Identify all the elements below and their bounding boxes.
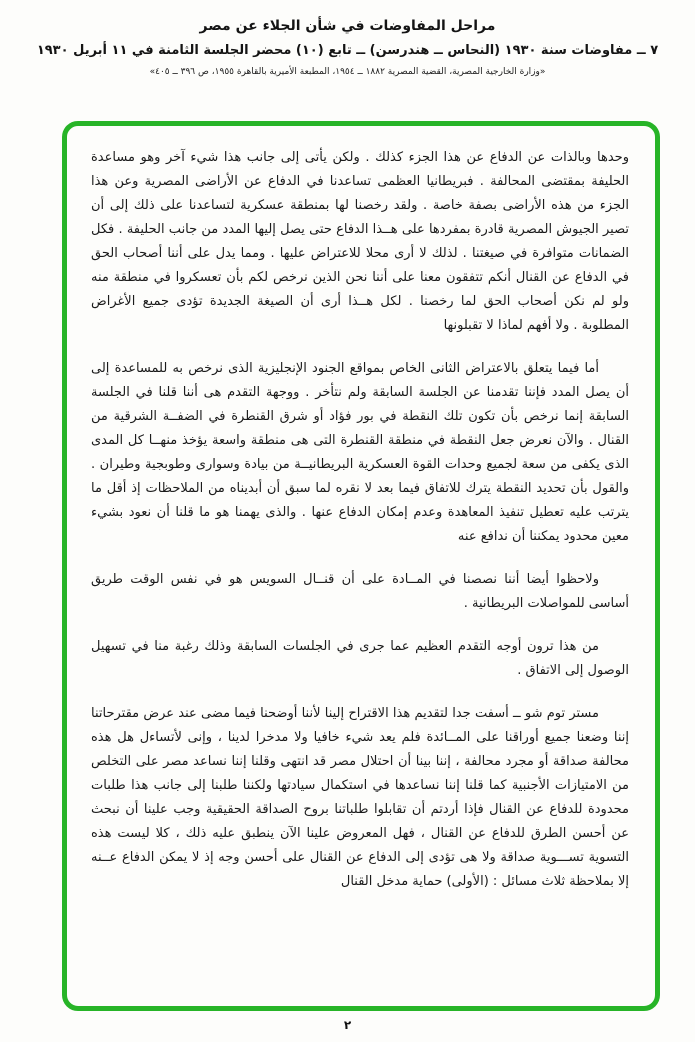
body-paragraph: مستر توم شو ــ أسفت جدا لتقديم هذا الاقتراح إلينا لأننا أوضحنا فيما مضى عند عرض مقترحاتنا إننا وضعنا جميع أوراقنا على المــائدة فلم يعد شيء خافيا ولا مدخرا لدينا ، وإنى لأتساءل هل هذه محالفة صداقة أو مجرد محالفة ، إننا بينا أن احتلال مصر قد انتهى وقلنا إننا نساعد مصر على التخلص من الامتيازات الأجنبية كما قلنا إننا نساعدها في استكمال سيادتها ولكننا طلبنا إلى جانب هذا طلبات محدودة للدفاع عن القنال فإذا أردتم أن تقابلوا طلباتنا بروح الصداقة الحقيقية وجب علينا أن نبحث عن أحسن الطرق للدفاع عن القنال ، فهل المعروض علينا الآن ينطبق عليه ذلك ، كلا ليست هذه التسوية تســـوية صداقة ولا هى تؤدى إلى الدفاع عن القنال على أحسن وجه إذ لا يمكن الدفاع عــنه إلا بملاحظة ثلاث مسائل : (الأولى) حماية مدخل القنال: [91, 706, 629, 889]
page-number: ٢: [343, 1018, 352, 1032]
body-paragraph: من هذا ترون أوجه التقدم العظيم عما جرى في الجلسات السابقة وذلك رغبة منا في تسهيل الوصول إلى الاتفاق .: [91, 639, 629, 678]
body-paragraph: وحدها وبالذات عن الدفاع عن هذا الجزء كذلك . ولكن يأتى إلى جانب هذا شيء آخر وهو مساعدة الحليفة بمقتضى المحالفة . فبريطانيا العظمى تساعدنا في الدفاع عن الأراضى المصرية وعن هذا الجزء من هذه الأراضى بصفة خاصة . ولقد رخصنا لها بمنطقة عسكرية لتساعدنا على ذلك إلى أن تصير الجيوش المصرية قادرة بمفردها على هــذا الدفاع حتى يصل إليها المدد من جانب الحليفة . فكل الضمانات متوافرة في صيغتنا . لذلك لا أرى محلا للاعتراض عليها . ومما يدل على أننا أصحاب الحق في الدفاع عن القنال أنكم تتفقون معنا على أننا نحن الذين نرخص لكم بأن تعسكروا في منطقة منه ولو لم نكن أصحاب الحق لما رخصنا . لكل هــذا أرى أن الصيغة الجديدة تؤدى جميع الأغراض المطلوبة . ولا أفهم لماذا لا تقبلونها: [91, 150, 629, 333]
section-heading: ٧ ــ مفاوضات سنة ١٩٣٠ (النحاس ــ هندرسن) ــ تابع (١٠) محضر الجلسة الثامنة في ١١ أبريل ١٩٣٠: [36, 43, 659, 58]
document-header: [0, 0, 695, 77]
source-citation: «وزارة الخارجية المصرية، القضية المصرية ١٨٨٢ ــ ١٩٥٤، المطبعة الأميرية بالقاهرة ١٩٥٥، ص ٣٩٦ ــ ٤٠٥»: [149, 67, 546, 77]
body-paragraph: ولاحظوا أيضا أننا نصصنا في المــادة على أن قنــال السويس هو في نفس الوقت طريق أساسى للمواصلات البريطانية .: [91, 572, 629, 611]
green-text-frame: [62, 121, 660, 1011]
page-title: مراحل المفاوضات في شأن الجلاء عن مصر: [199, 18, 496, 34]
body-paragraph: أما فيما يتعلق بالاعتراض الثانى الخاص بمواقع الجنود الإنجليزية الذى نرخص به للمساعدة إلى أن يصل المدد فإننا تقدمنا عن الجلسة السابقة ولم نتأخر . ووجهة التقدم هى أننا قلنا في الجلسة السابقة إنما نرخص بأن تكون تلك النقطة في بور فؤاد أو شرق القنطرة في الضفــة الشرقية من القنال . والآن نعرض جعل النقطة في منطقة القنطرة التى هى منطقة واسعة يؤخذ منهــا كل المدى الذى يكفى من سعة لجميع وحدات القوة العسكرية البريطانيــة من بيادة وسوارى وطوبجية وطيران . والقول بأن تحديد النقطة يترك للاتفاق فيما بعد لا نقره لما سبق أن أبديناه من الملاحظات إذ أقل ما يترتب عليه تعطيل تنفيذ المعاهدة وعدم إمكان الدفاع عنها . والذى يهمنا هو ما قلنا أن نعود بشيء معين محدود يمكننا أن ندافع عنه: [91, 361, 629, 544]
